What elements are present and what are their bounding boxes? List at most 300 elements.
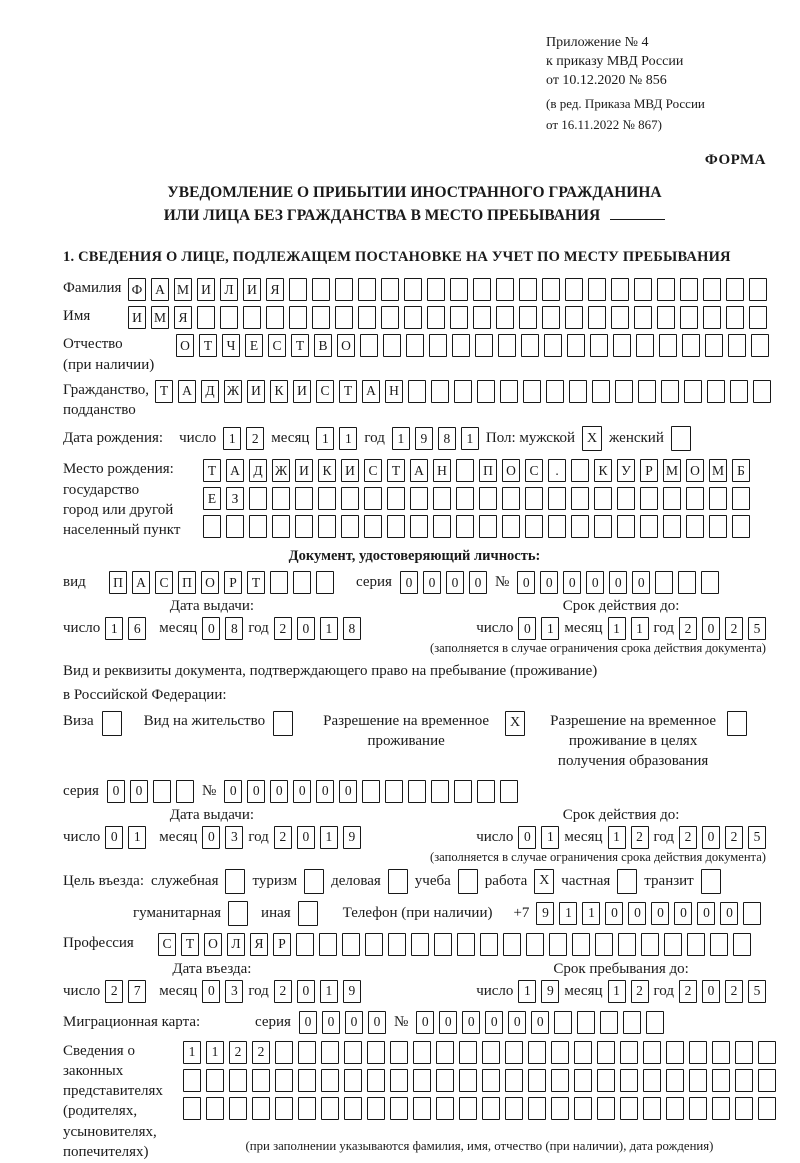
char-cell[interactable]	[595, 933, 613, 956]
char-cell[interactable]: 0	[224, 780, 242, 803]
char-cell[interactable]	[574, 1041, 592, 1064]
char-cell[interactable]	[275, 1041, 293, 1064]
char-cell[interactable]	[574, 1097, 592, 1120]
char-cell[interactable]	[617, 487, 635, 510]
char-cell[interactable]: Т	[181, 933, 199, 956]
char-cell[interactable]	[565, 278, 583, 301]
char-cell[interactable]	[646, 1011, 664, 1034]
char-cell[interactable]	[600, 1011, 618, 1034]
char-cell[interactable]	[643, 1041, 661, 1064]
char-cell[interactable]: 7	[128, 980, 146, 1003]
char-cell[interactable]	[342, 933, 360, 956]
char-cell[interactable]	[749, 306, 767, 329]
char-cell[interactable]: 1	[128, 826, 146, 849]
char-cell[interactable]	[410, 487, 428, 510]
char-cell[interactable]	[390, 1041, 408, 1064]
purpose-transit-checkbox[interactable]	[701, 869, 721, 894]
char-cell[interactable]: Б	[732, 459, 750, 482]
char-cell[interactable]: 0	[518, 826, 536, 849]
char-cell[interactable]: 1	[392, 427, 410, 450]
char-cell[interactable]	[666, 1097, 684, 1120]
char-cell[interactable]	[362, 780, 380, 803]
char-cell[interactable]	[298, 1097, 316, 1120]
char-cell[interactable]	[620, 1041, 638, 1064]
char-cell[interactable]: 0	[720, 902, 738, 925]
char-cell[interactable]: Ч	[222, 334, 240, 357]
char-cell[interactable]	[546, 380, 564, 403]
char-cell[interactable]	[743, 902, 761, 925]
char-cell[interactable]: 2	[679, 826, 697, 849]
char-cell[interactable]: О	[502, 459, 520, 482]
char-cell[interactable]	[709, 515, 727, 538]
char-cell[interactable]	[482, 1069, 500, 1092]
char-cell[interactable]: 8	[343, 617, 361, 640]
char-cell[interactable]	[243, 306, 261, 329]
char-cell[interactable]	[312, 306, 330, 329]
char-cell[interactable]: О	[337, 334, 355, 357]
char-cell[interactable]	[548, 515, 566, 538]
char-cell[interactable]: 0	[299, 1011, 317, 1034]
char-cell[interactable]	[758, 1041, 776, 1064]
char-cell[interactable]: Н	[433, 459, 451, 482]
char-cell[interactable]	[707, 380, 725, 403]
birth-place-cells-row3[interactable]	[203, 515, 750, 538]
doc-number-cells[interactable]	[517, 571, 719, 594]
char-cell[interactable]	[390, 1097, 408, 1120]
char-cell[interactable]: 0	[247, 780, 265, 803]
char-cell[interactable]	[456, 487, 474, 510]
char-cell[interactable]	[571, 487, 589, 510]
char-cell[interactable]	[450, 278, 468, 301]
char-cell[interactable]: П	[479, 459, 497, 482]
char-cell[interactable]	[459, 1041, 477, 1064]
char-cell[interactable]: П	[178, 571, 196, 594]
char-cell[interactable]	[643, 1097, 661, 1120]
char-cell[interactable]: 0	[518, 617, 536, 640]
char-cell[interactable]: 9	[536, 902, 554, 925]
temp-residence-education-checkbox[interactable]	[727, 711, 747, 736]
char-cell[interactable]	[728, 334, 746, 357]
char-cell[interactable]: Т	[155, 380, 173, 403]
char-cell[interactable]	[503, 933, 521, 956]
char-cell[interactable]: 0	[508, 1011, 526, 1034]
char-cell[interactable]: 5	[748, 980, 766, 1003]
char-cell[interactable]	[551, 1069, 569, 1092]
char-cell[interactable]	[153, 780, 171, 803]
char-cell[interactable]	[597, 1097, 615, 1120]
char-cell[interactable]	[663, 487, 681, 510]
char-cell[interactable]: 1	[518, 980, 536, 1003]
char-cell[interactable]: 0	[469, 571, 487, 594]
char-cell[interactable]	[229, 1069, 247, 1092]
char-cell[interactable]	[519, 278, 537, 301]
phone-cells[interactable]	[536, 902, 761, 925]
char-cell[interactable]	[203, 515, 221, 538]
char-cell[interactable]	[388, 933, 406, 956]
residence-valid-month-cells[interactable]	[608, 826, 649, 849]
residence-number-cells[interactable]	[224, 780, 518, 803]
char-cell[interactable]	[528, 1069, 546, 1092]
char-cell[interactable]: 0	[202, 617, 220, 640]
char-cell[interactable]	[597, 1069, 615, 1092]
char-cell[interactable]	[712, 1069, 730, 1092]
char-cell[interactable]	[542, 278, 560, 301]
char-cell[interactable]	[321, 1069, 339, 1092]
char-cell[interactable]	[459, 1097, 477, 1120]
char-cell[interactable]	[406, 334, 424, 357]
char-cell[interactable]	[758, 1097, 776, 1120]
char-cell[interactable]	[709, 487, 727, 510]
char-cell[interactable]	[611, 306, 629, 329]
char-cell[interactable]	[502, 487, 520, 510]
char-cell[interactable]	[482, 1097, 500, 1120]
purpose-official-checkbox[interactable]	[225, 869, 245, 894]
char-cell[interactable]	[528, 1097, 546, 1120]
char-cell[interactable]: М	[709, 459, 727, 482]
char-cell[interactable]	[427, 306, 445, 329]
char-cell[interactable]	[316, 571, 334, 594]
purpose-work-checkbox[interactable]: X	[534, 869, 554, 894]
char-cell[interactable]: 1	[541, 826, 559, 849]
representatives-cells-row2[interactable]	[183, 1069, 776, 1092]
char-cell[interactable]	[505, 1041, 523, 1064]
char-cell[interactable]	[712, 1097, 730, 1120]
char-cell[interactable]	[454, 780, 472, 803]
char-cell[interactable]	[367, 1041, 385, 1064]
char-cell[interactable]	[433, 515, 451, 538]
doc-valid-day-cells[interactable]	[518, 617, 559, 640]
char-cell[interactable]	[638, 380, 656, 403]
char-cell[interactable]	[183, 1097, 201, 1120]
char-cell[interactable]	[636, 334, 654, 357]
migration-number-cells[interactable]	[416, 1011, 664, 1034]
char-cell[interactable]: 0	[368, 1011, 386, 1034]
char-cell[interactable]: О	[204, 933, 222, 956]
doc-valid-month-cells[interactable]	[608, 617, 649, 640]
char-cell[interactable]: 0	[297, 826, 315, 849]
char-cell[interactable]	[183, 1069, 201, 1092]
char-cell[interactable]: 0	[702, 826, 720, 849]
char-cell[interactable]	[289, 278, 307, 301]
char-cell[interactable]: А	[226, 459, 244, 482]
char-cell[interactable]: А	[410, 459, 428, 482]
char-cell[interactable]	[413, 1097, 431, 1120]
char-cell[interactable]	[701, 571, 719, 594]
char-cell[interactable]	[431, 380, 449, 403]
char-cell[interactable]: 9	[415, 427, 433, 450]
char-cell[interactable]: Т	[247, 571, 265, 594]
char-cell[interactable]: 0	[293, 780, 311, 803]
char-cell[interactable]: О	[686, 459, 704, 482]
char-cell[interactable]	[661, 380, 679, 403]
residence-issue-year-cells[interactable]	[274, 826, 361, 849]
char-cell[interactable]	[383, 334, 401, 357]
char-cell[interactable]	[664, 933, 682, 956]
char-cell[interactable]	[321, 1097, 339, 1120]
char-cell[interactable]	[482, 1041, 500, 1064]
char-cell[interactable]: А	[132, 571, 150, 594]
char-cell[interactable]	[206, 1069, 224, 1092]
char-cell[interactable]	[456, 515, 474, 538]
char-cell[interactable]	[252, 1069, 270, 1092]
char-cell[interactable]	[197, 306, 215, 329]
char-cell[interactable]	[206, 1097, 224, 1120]
char-cell[interactable]: Е	[245, 334, 263, 357]
char-cell[interactable]: 0	[605, 902, 623, 925]
char-cell[interactable]	[411, 933, 429, 956]
char-cell[interactable]	[252, 1097, 270, 1120]
char-cell[interactable]	[473, 278, 491, 301]
sex-male-checkbox[interactable]: X	[582, 426, 602, 451]
char-cell[interactable]	[519, 306, 537, 329]
char-cell[interactable]	[408, 380, 426, 403]
char-cell[interactable]	[312, 278, 330, 301]
char-cell[interactable]: И	[247, 380, 265, 403]
char-cell[interactable]: Т	[339, 380, 357, 403]
char-cell[interactable]	[689, 1097, 707, 1120]
char-cell[interactable]	[525, 515, 543, 538]
char-cell[interactable]	[613, 334, 631, 357]
char-cell[interactable]	[565, 306, 583, 329]
char-cell[interactable]: 2	[252, 1041, 270, 1064]
char-cell[interactable]: К	[594, 459, 612, 482]
birth-day-cells[interactable]	[223, 427, 264, 450]
char-cell[interactable]	[526, 933, 544, 956]
char-cell[interactable]	[450, 306, 468, 329]
char-cell[interactable]	[456, 459, 474, 482]
representatives-cells-row3[interactable]	[183, 1097, 776, 1120]
char-cell[interactable]	[634, 306, 652, 329]
char-cell[interactable]	[364, 487, 382, 510]
char-cell[interactable]: 0	[270, 780, 288, 803]
char-cell[interactable]: Р	[640, 459, 658, 482]
char-cell[interactable]	[554, 1011, 572, 1034]
char-cell[interactable]	[735, 1069, 753, 1092]
char-cell[interactable]	[452, 334, 470, 357]
char-cell[interactable]: 0	[702, 980, 720, 1003]
char-cell[interactable]	[689, 1069, 707, 1092]
char-cell[interactable]	[500, 780, 518, 803]
char-cell[interactable]: Т	[199, 334, 217, 357]
char-cell[interactable]: 1	[559, 902, 577, 925]
char-cell[interactable]	[496, 306, 514, 329]
char-cell[interactable]: Ж	[224, 380, 242, 403]
birth-month-cells[interactable]	[316, 427, 357, 450]
char-cell[interactable]: 0	[400, 571, 418, 594]
char-cell[interactable]: 5	[748, 826, 766, 849]
char-cell[interactable]	[549, 933, 567, 956]
char-cell[interactable]: И	[293, 380, 311, 403]
char-cell[interactable]	[360, 334, 378, 357]
char-cell[interactable]	[385, 780, 403, 803]
char-cell[interactable]	[753, 380, 771, 403]
char-cell[interactable]	[436, 1097, 454, 1120]
profession-cells[interactable]	[158, 933, 751, 956]
char-cell[interactable]: 1	[608, 617, 626, 640]
char-cell[interactable]	[344, 1069, 362, 1092]
char-cell[interactable]	[594, 515, 612, 538]
char-cell[interactable]	[620, 1097, 638, 1120]
char-cell[interactable]	[454, 380, 472, 403]
char-cell[interactable]	[684, 380, 702, 403]
char-cell[interactable]: 0	[202, 980, 220, 1003]
char-cell[interactable]	[577, 1011, 595, 1034]
char-cell[interactable]	[475, 334, 493, 357]
char-cell[interactable]	[344, 1097, 362, 1120]
char-cell[interactable]	[703, 278, 721, 301]
char-cell[interactable]	[480, 933, 498, 956]
char-cell[interactable]: Я	[174, 306, 192, 329]
char-cell[interactable]: 1	[582, 902, 600, 925]
char-cell[interactable]: Ж	[272, 459, 290, 482]
residence-permit-checkbox[interactable]	[273, 711, 293, 736]
residence-valid-year-cells[interactable]	[679, 826, 766, 849]
char-cell[interactable]	[594, 487, 612, 510]
char-cell[interactable]	[597, 1041, 615, 1064]
char-cell[interactable]	[655, 571, 673, 594]
char-cell[interactable]: 0	[345, 1011, 363, 1034]
char-cell[interactable]: К	[318, 459, 336, 482]
char-cell[interactable]: 0	[107, 780, 125, 803]
char-cell[interactable]: Л	[220, 278, 238, 301]
char-cell[interactable]	[226, 515, 244, 538]
migration-series-cells[interactable]	[299, 1011, 386, 1034]
char-cell[interactable]	[341, 515, 359, 538]
char-cell[interactable]	[505, 1069, 523, 1092]
char-cell[interactable]: 1	[608, 826, 626, 849]
citizenship-cells[interactable]	[155, 380, 771, 403]
char-cell[interactable]	[367, 1069, 385, 1092]
char-cell[interactable]: 0	[609, 571, 627, 594]
char-cell[interactable]	[229, 1097, 247, 1120]
char-cell[interactable]	[289, 306, 307, 329]
char-cell[interactable]	[640, 515, 658, 538]
char-cell[interactable]: 2	[105, 980, 123, 1003]
char-cell[interactable]: 3	[225, 980, 243, 1003]
birth-place-cells-row2[interactable]	[203, 487, 750, 510]
char-cell[interactable]	[390, 1069, 408, 1092]
char-cell[interactable]	[657, 278, 675, 301]
char-cell[interactable]: 0	[531, 1011, 549, 1034]
char-cell[interactable]	[498, 334, 516, 357]
char-cell[interactable]: 8	[438, 427, 456, 450]
char-cell[interactable]: 1	[608, 980, 626, 1003]
char-cell[interactable]: 0	[416, 1011, 434, 1034]
char-cell[interactable]: 9	[343, 826, 361, 849]
char-cell[interactable]: 0	[297, 617, 315, 640]
char-cell[interactable]: 0	[130, 780, 148, 803]
char-cell[interactable]: Р	[273, 933, 291, 956]
char-cell[interactable]: 0	[628, 902, 646, 925]
char-cell[interactable]: И	[341, 459, 359, 482]
char-cell[interactable]	[659, 334, 677, 357]
char-cell[interactable]	[433, 487, 451, 510]
char-cell[interactable]: Е	[203, 487, 221, 510]
char-cell[interactable]	[680, 278, 698, 301]
sex-female-checkbox[interactable]	[671, 426, 691, 451]
char-cell[interactable]: Д	[201, 380, 219, 403]
char-cell[interactable]	[710, 933, 728, 956]
char-cell[interactable]	[505, 1097, 523, 1120]
char-cell[interactable]	[344, 1041, 362, 1064]
char-cell[interactable]: 0	[297, 980, 315, 1003]
char-cell[interactable]	[732, 515, 750, 538]
char-cell[interactable]: 2	[246, 427, 264, 450]
char-cell[interactable]: И	[295, 459, 313, 482]
char-cell[interactable]: М	[174, 278, 192, 301]
char-cell[interactable]	[272, 515, 290, 538]
firstname-cells[interactable]	[128, 306, 767, 329]
char-cell[interactable]: Н	[385, 380, 403, 403]
char-cell[interactable]	[569, 380, 587, 403]
char-cell[interactable]	[293, 571, 311, 594]
char-cell[interactable]	[404, 306, 422, 329]
char-cell[interactable]: П	[109, 571, 127, 594]
char-cell[interactable]	[548, 487, 566, 510]
char-cell[interactable]	[275, 1097, 293, 1120]
char-cell[interactable]	[641, 933, 659, 956]
purpose-private-checkbox[interactable]	[617, 869, 637, 894]
char-cell[interactable]	[634, 278, 652, 301]
char-cell[interactable]	[318, 487, 336, 510]
char-cell[interactable]	[705, 334, 723, 357]
char-cell[interactable]	[321, 1041, 339, 1064]
char-cell[interactable]: 3	[225, 826, 243, 849]
char-cell[interactable]	[404, 278, 422, 301]
char-cell[interactable]	[341, 487, 359, 510]
char-cell[interactable]: С	[316, 380, 334, 403]
char-cell[interactable]: Т	[291, 334, 309, 357]
char-cell[interactable]	[657, 306, 675, 329]
char-cell[interactable]	[477, 380, 495, 403]
char-cell[interactable]: 2	[274, 826, 292, 849]
char-cell[interactable]	[666, 1069, 684, 1092]
char-cell[interactable]	[528, 1041, 546, 1064]
char-cell[interactable]	[730, 380, 748, 403]
char-cell[interactable]	[618, 933, 636, 956]
char-cell[interactable]: 1	[339, 427, 357, 450]
char-cell[interactable]	[588, 278, 606, 301]
char-cell[interactable]	[758, 1069, 776, 1092]
char-cell[interactable]	[220, 306, 238, 329]
purpose-tourism-checkbox[interactable]	[304, 869, 324, 894]
char-cell[interactable]	[525, 487, 543, 510]
residence-issue-day-cells[interactable]	[105, 826, 146, 849]
char-cell[interactable]: .	[548, 459, 566, 482]
char-cell[interactable]: 0	[439, 1011, 457, 1034]
stay-day-cells[interactable]	[518, 980, 559, 1003]
char-cell[interactable]: И	[197, 278, 215, 301]
char-cell[interactable]: 1	[105, 617, 123, 640]
char-cell[interactable]: Ф	[128, 278, 146, 301]
char-cell[interactable]: 0	[563, 571, 581, 594]
char-cell[interactable]: 0	[540, 571, 558, 594]
char-cell[interactable]	[367, 1097, 385, 1120]
residence-valid-day-cells[interactable]	[518, 826, 559, 849]
char-cell[interactable]: 0	[316, 780, 334, 803]
char-cell[interactable]: 0	[339, 780, 357, 803]
char-cell[interactable]: 0	[702, 617, 720, 640]
char-cell[interactable]: С	[268, 334, 286, 357]
char-cell[interactable]	[735, 1041, 753, 1064]
char-cell[interactable]: И	[243, 278, 261, 301]
char-cell[interactable]: Я	[266, 278, 284, 301]
char-cell[interactable]	[275, 1069, 293, 1092]
stay-month-cells[interactable]	[608, 980, 649, 1003]
char-cell[interactable]	[574, 1069, 592, 1092]
char-cell[interactable]: 2	[725, 980, 743, 1003]
char-cell[interactable]: И	[128, 306, 146, 329]
